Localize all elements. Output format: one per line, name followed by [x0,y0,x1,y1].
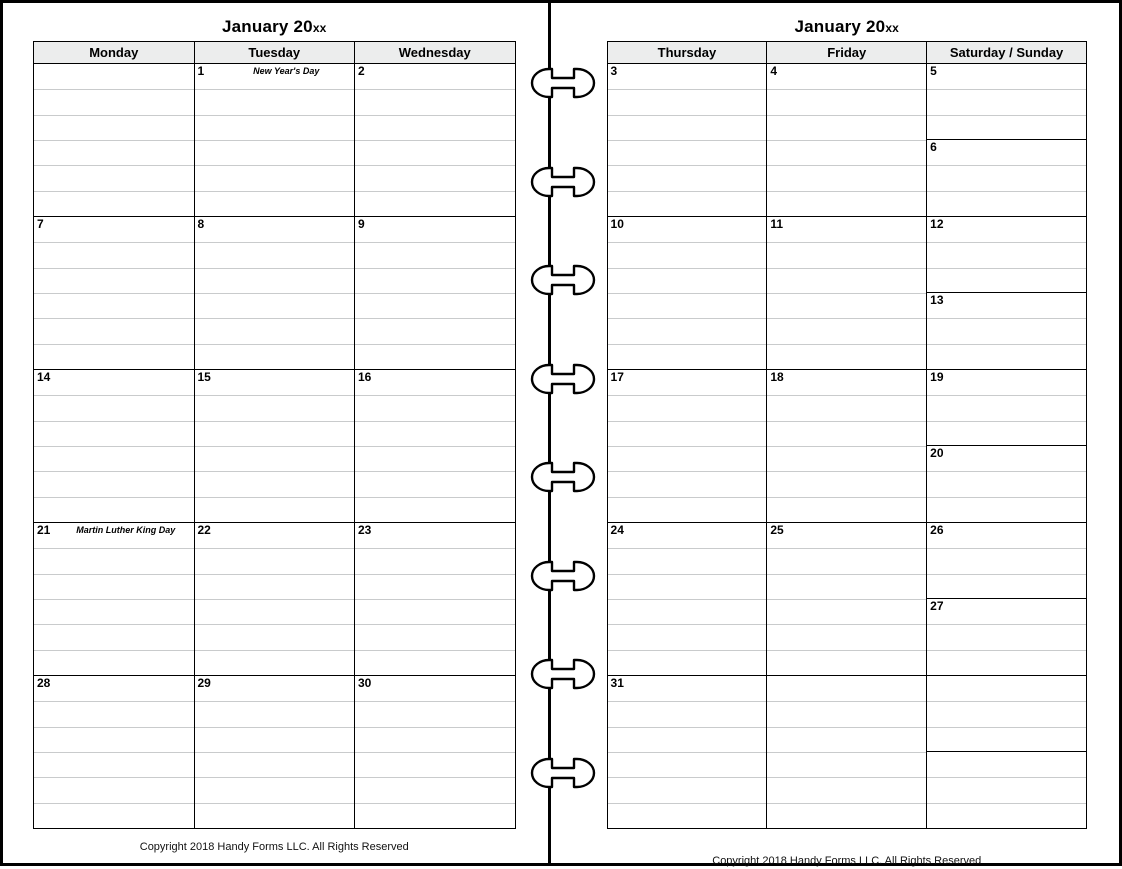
day-number: 10 [610,217,624,231]
rule-lines [927,599,1086,674]
rule-line [195,446,355,447]
table-row [34,370,516,523]
rule-lines [927,523,1086,598]
rule-line [767,165,926,166]
rule-line [927,268,1086,269]
rule-line [355,548,515,549]
rule-line [608,191,767,192]
rule-line [608,268,767,269]
column-header-friday: Friday [767,42,927,64]
rule-lines [195,676,355,828]
rule-line [767,471,926,472]
day-cell-saturday[interactable] [927,676,1086,752]
rule-line [608,727,767,728]
rule-line [195,599,355,600]
rule-line [927,191,1086,192]
day-cell-thu-w4[interactable] [607,523,767,676]
rule-line [34,777,194,778]
rule-line [767,701,926,702]
rule-line [355,727,515,728]
right-page-title-year: xx [885,21,900,35]
rule-line [34,268,194,269]
rule-lines [767,64,926,216]
day-number: 16 [358,370,372,384]
rule-line [927,115,1086,116]
rule-line [34,727,194,728]
rule-line [608,471,767,472]
rule-line [608,89,767,90]
rule-lines [927,370,1086,445]
rule-line [195,268,355,269]
rule-line [355,140,515,141]
rule-line [195,548,355,549]
day-cell-tue-w2[interactable] [194,217,355,370]
rule-lines [355,64,515,216]
rule-line [927,803,1086,804]
day-cell-thu-w5[interactable] [607,676,767,829]
column-header-monday: Monday [34,42,195,64]
day-cell-mon-w2[interactable] [34,217,195,370]
day-number: 20 [930,446,944,460]
rule-line [34,293,194,294]
rule-line [195,293,355,294]
rule-line [608,140,767,141]
rule-line [355,497,515,498]
rule-lines [355,217,515,369]
day-number: 15 [197,370,211,384]
day-number: 14 [37,370,51,384]
day-cell-weekend-w5[interactable] [927,676,1087,829]
table-row [34,64,516,217]
rule-line [767,752,926,753]
rule-lines [608,217,767,369]
day-number: 21 [37,523,51,537]
rule-lines [927,293,1086,368]
rule-lines [195,523,355,675]
rule-lines [927,752,1086,827]
day-cell-weekend-w4[interactable] [927,523,1087,676]
rule-line [355,191,515,192]
day-cell-fri-w5[interactable] [767,676,927,829]
day-number: 8 [197,217,205,231]
rule-line [767,497,926,498]
rule-line [767,548,926,549]
rule-line [608,624,767,625]
rule-line [34,318,194,319]
rule-line [767,777,926,778]
day-number: 1 [197,64,205,78]
rule-line [34,548,194,549]
rule-line [195,89,355,90]
day-number: 12 [930,217,944,231]
rule-line [608,446,767,447]
table-row [607,217,1086,370]
rule-line [355,165,515,166]
day-number: 9 [358,217,365,231]
day-cell-wed-w2[interactable] [355,217,516,370]
rule-line [34,599,194,600]
right-page-title-month: January 20 [794,17,886,36]
rule-line [195,497,355,498]
day-number: 4 [770,64,778,78]
day-cell-sunday[interactable] [927,293,1086,368]
rule-line [195,395,355,396]
rule-line [195,140,355,141]
rule-line [355,395,515,396]
rule-lines [927,217,1086,292]
rule-line [608,803,767,804]
rule-line [767,395,926,396]
rule-line [608,395,767,396]
rule-line [355,650,515,651]
rule-line [767,727,926,728]
table-row [607,523,1086,676]
rule-line [195,574,355,575]
day-number: 3 [610,64,618,78]
rule-line [767,599,926,600]
day-cell-sunday[interactable] [927,446,1086,521]
rule-line [608,701,767,702]
rule-line [34,421,194,422]
rule-line [927,777,1086,778]
rule-lines [767,523,926,675]
rule-line [355,752,515,753]
table-row [607,64,1086,217]
right-header-row [607,42,1086,64]
rule-line [767,89,926,90]
rule-line [767,421,926,422]
day-number: 17 [610,370,624,384]
rule-lines [34,523,194,675]
rule-lines [608,64,767,216]
rule-line [927,395,1086,396]
rule-line [34,140,194,141]
rule-line [927,89,1086,90]
day-number: 13 [930,293,944,307]
day-cell-wed-w1[interactable] [355,64,516,217]
rule-lines [355,370,515,522]
rule-line [355,344,515,345]
rule-line [34,497,194,498]
rule-line [195,242,355,243]
day-number: 5 [930,64,937,78]
rule-line [608,293,767,294]
rule-line [195,701,355,702]
day-cell-fri-w4[interactable] [767,523,927,676]
rule-lines [34,217,194,369]
day-number: 7 [37,217,44,231]
day-number: 31 [610,676,624,690]
rule-line [927,242,1086,243]
rule-line [767,268,926,269]
rule-line [355,268,515,269]
rule-lines [195,64,355,216]
rule-lines [34,64,194,216]
left-calendar-table [33,41,516,829]
day-note: New Year's Day [253,66,320,76]
rule-line [927,165,1086,166]
rule-line [195,777,355,778]
rule-line [767,242,926,243]
rule-line [34,624,194,625]
rule-line [355,624,515,625]
rule-lines [195,217,355,369]
rule-line [355,599,515,600]
rule-line [608,752,767,753]
day-cell-wed-w4[interactable] [355,523,516,676]
rule-lines [767,370,926,522]
day-cell-thu-w1[interactable] [607,64,767,217]
table-row [34,217,516,370]
rule-line [355,701,515,702]
day-cell-weekend-w1[interactable] [927,64,1087,217]
day-cell-tue-w3[interactable] [194,370,355,523]
rule-line [195,344,355,345]
rule-line [608,777,767,778]
rule-line [927,497,1086,498]
rule-line [608,165,767,166]
rule-line [355,471,515,472]
table-row [607,370,1086,523]
rule-line [767,803,926,804]
rule-lines [608,370,767,522]
rule-line [927,548,1086,549]
rule-line [767,446,926,447]
rule-line [195,650,355,651]
rule-line [34,803,194,804]
rule-line [355,777,515,778]
rule-line [927,318,1086,319]
rule-lines [355,676,515,828]
rule-line [767,624,926,625]
rule-lines [195,370,355,522]
rule-line [608,650,767,651]
day-number: 28 [37,676,51,690]
rule-line [355,803,515,804]
day-cell-saturday[interactable] [927,523,1086,599]
rule-line [34,471,194,472]
rule-line [767,115,926,116]
day-cell-tue-w5[interactable] [194,676,355,829]
rule-line [34,395,194,396]
table-row [607,676,1086,829]
rule-line [355,89,515,90]
rule-line [195,421,355,422]
rule-lines [34,676,194,828]
rule-line [34,752,194,753]
day-cell-sunday[interactable] [927,752,1086,827]
day-cell-saturday[interactable] [927,64,1086,140]
rule-line [34,115,194,116]
left-page [3,3,551,863]
day-cell-fri-w1[interactable] [767,64,927,217]
rule-line [927,624,1086,625]
right-copyright: Copyright 2018 Handy Forms LLC. All Rights Reserved [712,855,982,867]
day-number: 26 [930,523,944,537]
rule-line [34,650,194,651]
day-number: 25 [770,523,784,537]
rule-line [195,803,355,804]
column-header-tuesday: Tuesday [194,42,355,64]
day-number: 11 [770,217,784,231]
day-number: 27 [930,599,944,613]
day-cell-wed-w5[interactable] [355,676,516,829]
rule-line [927,701,1086,702]
day-cell-tue-w1[interactable] [194,64,355,217]
day-cell-mon-w1[interactable] [34,64,195,217]
day-number: 18 [770,370,784,384]
rule-line [34,242,194,243]
day-cell-saturday[interactable] [927,370,1086,446]
day-cell-mon-w5[interactable] [34,676,195,829]
day-cell-weekend-w3[interactable] [927,370,1087,523]
left-page-title-month: January 20 [221,17,313,36]
left-page-title [33,15,516,41]
rule-line [195,191,355,192]
day-cell-wed-w3[interactable] [355,370,516,523]
day-cell-sunday[interactable] [927,599,1086,674]
rule-lines [927,140,1086,215]
rule-lines [608,676,767,828]
rule-line [608,242,767,243]
day-number: 23 [358,523,372,537]
rule-line [927,421,1086,422]
right-calendar-table [607,41,1087,829]
rule-line [608,497,767,498]
day-number: 29 [197,676,211,690]
rule-lines [927,446,1086,521]
day-number: 30 [358,676,372,690]
rule-lines [608,523,767,675]
rule-line [355,318,515,319]
rule-line [927,574,1086,575]
rule-line [355,115,515,116]
table-row [34,523,516,676]
rule-line [195,115,355,116]
day-number: 22 [197,523,211,537]
day-cell-tue-w4[interactable] [194,523,355,676]
rule-line [195,624,355,625]
column-header-thursday: Thursday [607,42,767,64]
rule-line [608,599,767,600]
day-cell-saturday[interactable] [927,217,1086,293]
rule-line [34,574,194,575]
right-page [551,3,1119,867]
day-note: Martin Luther King Day [76,525,176,535]
rule-lines [355,523,515,675]
rule-line [767,293,926,294]
rule-lines [927,676,1086,751]
rule-line [608,115,767,116]
right-page-title [607,15,1087,41]
left-copyright: Copyright 2018 Handy Forms LLC. All Rights Reserved [139,841,409,853]
day-cell-fri-w2[interactable] [767,217,927,370]
rule-line [767,318,926,319]
rule-line [767,650,926,651]
rule-line [927,650,1086,651]
day-cell-sunday[interactable] [927,140,1086,215]
rule-line [195,165,355,166]
day-cell-mon-w3[interactable] [34,370,195,523]
rule-line [608,548,767,549]
rule-line [34,191,194,192]
day-cell-weekend-w2[interactable] [927,217,1087,370]
table-row [34,676,516,829]
rule-line [195,471,355,472]
rule-line [608,574,767,575]
rule-line [927,344,1086,345]
rule-line [195,318,355,319]
day-cell-mon-w4[interactable] [34,523,195,676]
rule-line [608,318,767,319]
rule-line [355,242,515,243]
rule-lines [34,370,194,522]
day-number: 19 [930,370,944,384]
rule-line [767,574,926,575]
rule-line [608,344,767,345]
rule-line [355,293,515,294]
day-number: 24 [610,523,624,537]
rule-line [34,89,194,90]
day-cell-thu-w3[interactable] [607,370,767,523]
rule-line [767,140,926,141]
day-number: 2 [358,64,365,78]
rule-line [767,344,926,345]
day-cell-thu-w2[interactable] [607,217,767,370]
rule-lines [767,217,926,369]
rule-line [195,752,355,753]
rule-line [34,344,194,345]
rule-line [355,446,515,447]
rule-line [34,446,194,447]
rule-line [34,701,194,702]
rule-lines [927,64,1086,139]
rule-line [34,165,194,166]
column-header-wednesday: Wednesday [355,42,516,64]
day-cell-fri-w3[interactable] [767,370,927,523]
rule-line [767,191,926,192]
rule-line [355,421,515,422]
rule-line [608,421,767,422]
rule-line [927,471,1086,472]
rule-line [355,574,515,575]
column-header-saturday-sunday: Saturday / Sunday [927,42,1087,64]
left-header-row [34,42,516,64]
rule-lines [767,676,926,828]
day-number: 6 [930,140,937,154]
rule-line [927,727,1086,728]
rule-line [195,727,355,728]
left-page-title-year: xx [312,21,327,35]
